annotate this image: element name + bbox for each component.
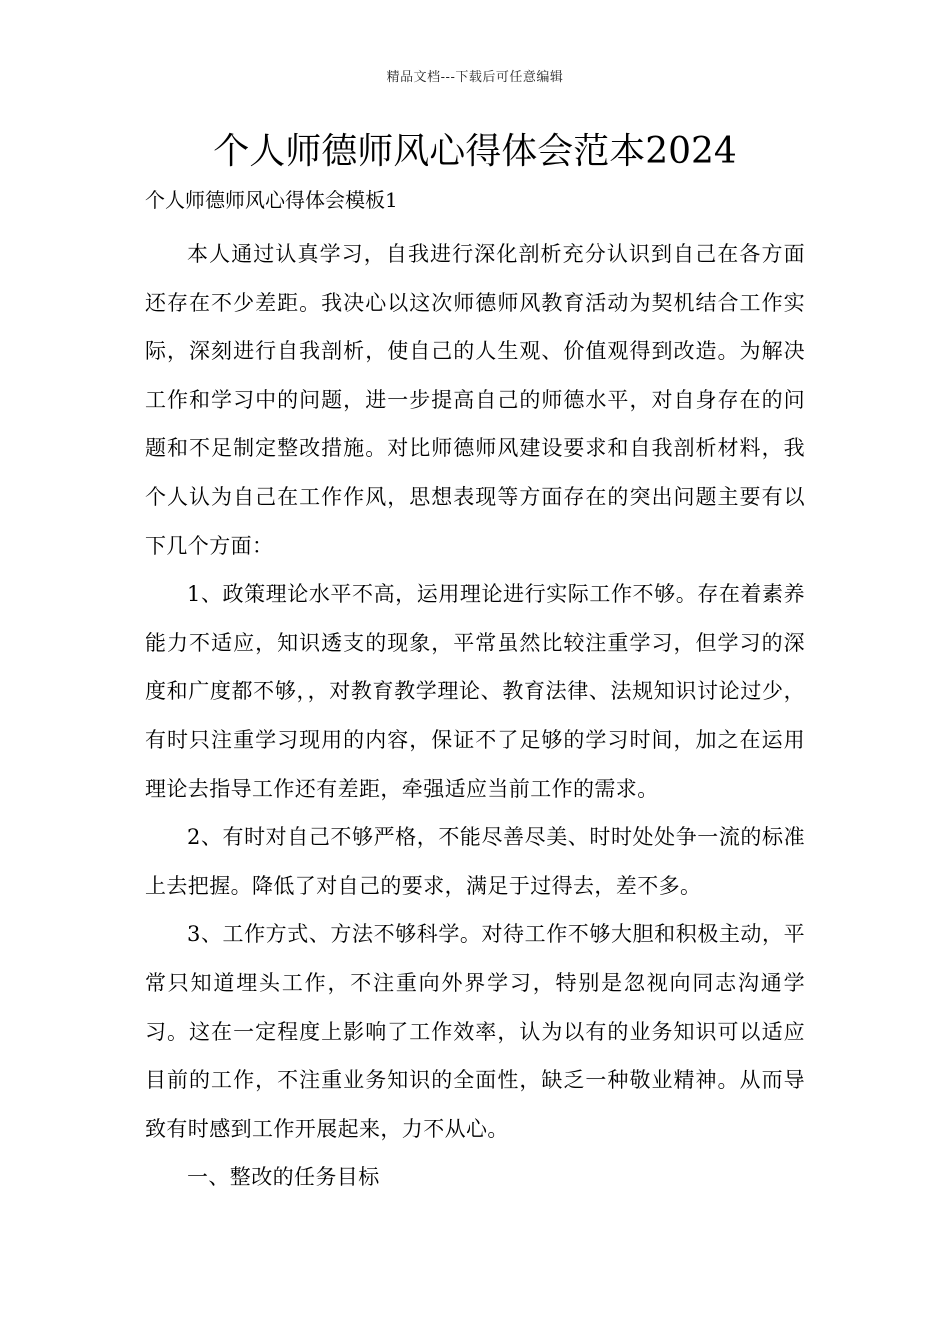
header-note: 精品文档---下载后可任意编辑 bbox=[386, 70, 564, 85]
document-title: 个人师德师风心得体会范本2024 bbox=[213, 131, 737, 172]
paragraph-item-1: 1、政策理论水平不高，运用理论进行实际工作不够。存在着素养能力不适应，知识透支的现象，平常虽然比较注重学习，但学习的深度和广度都不够，，对教育教学理论、教育法律、法规知识讨论过少，有时只注重学习现用的内容，保证不了足够的学习时间，加之在运用理论去指导工作还有差距，牵强适应当前工作的需求。 bbox=[145, 582, 805, 801]
paragraph-item-2: 2、有时对自己不够严格，不能尽善尽美、时时处处争一流的标准上去把握。降低了对自己的要求，满足于过得去，差不多。 bbox=[145, 825, 805, 898]
document-subtitle: 个人师德师风心得体会模板1 bbox=[145, 188, 398, 212]
paragraph-item-3: 3、工作方式、方法不够科学。对待工作不够大胆和积极主动，平常只知道埋头工作，不注重向外界学习，特别是忽视向同志沟通学习。这在一定程度上影响了工作效率，认为以有的业务知识可以适应目前的工作，不注重业务知识的全面性，缺乏一种敬业精神。从而导致有时感到工作开展起来，力不从心。 bbox=[145, 922, 805, 1141]
section-heading: 一、整改的任务目标 bbox=[187, 1165, 380, 1190]
paragraph-intro: 本人通过认真学习，自我进行深化剖析充分认识到自己在各方面还存在不少差距。我决心以这次师德师风教育活动为契机结合工作实际，深刻进行自我剖析，使自己的人生观、价值观得到改造。为解决工作和学习中的问题，进一步提高自己的师德水平，对自身存在的问题和不足制定整改措施。对比师德师风建设要求和自我剖析材料，我个人认为自己在工作作风，思想表现等方面存在的突出问题主要有以下几个方面： bbox=[145, 242, 805, 558]
document-body bbox=[145, 230, 805, 1202]
